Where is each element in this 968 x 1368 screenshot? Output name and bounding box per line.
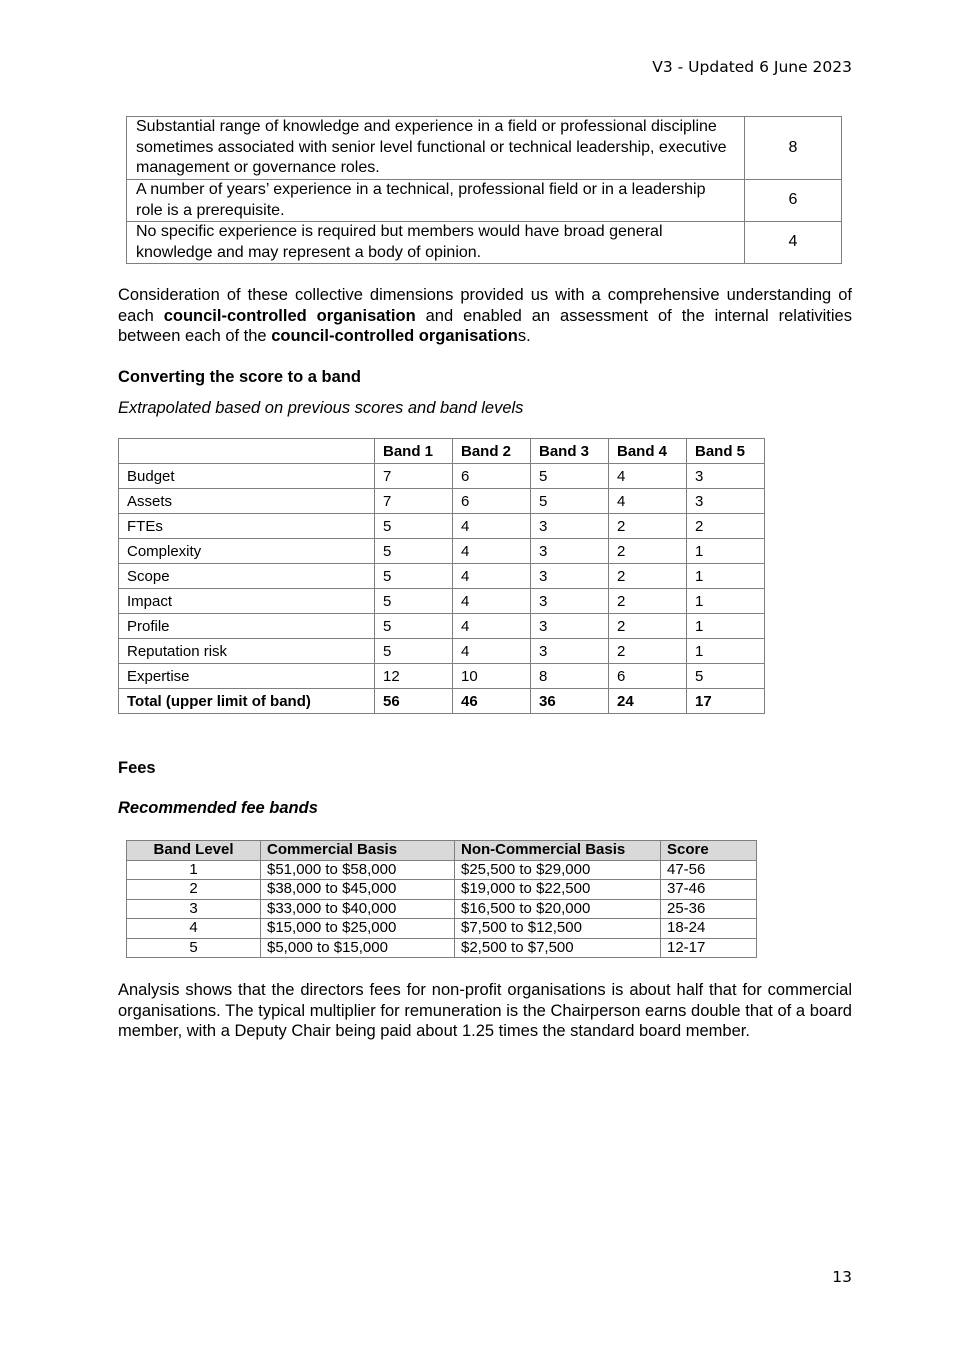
section-subheading: Recommended fee bands (118, 799, 318, 817)
band-level-cell: 1 (127, 860, 261, 880)
band-score-cell: 2 (609, 639, 687, 664)
column-header: Non-Commercial Basis (455, 841, 661, 861)
band-score-cell: 3 (687, 464, 765, 489)
band-score-cell: 5 (375, 614, 453, 639)
row-label: Impact (119, 589, 375, 614)
band-score-cell: 3 (531, 539, 609, 564)
expertise-table (126, 116, 842, 264)
consideration-paragraph (118, 285, 852, 347)
band-score-cell: 5 (375, 564, 453, 589)
row-label: Reputation risk (119, 639, 375, 664)
column-header: Score (661, 841, 757, 861)
expertise-score: 8 (745, 117, 842, 180)
paragraph-text: s. (517, 327, 531, 345)
band-score-cell: 4 (609, 464, 687, 489)
commercial-fee-cell: $5,000 to $15,000 (261, 938, 455, 958)
fee-table (126, 840, 757, 958)
band-score-cell: 5 (375, 514, 453, 539)
band-score-cell: 2 (687, 514, 765, 539)
band-score-cell: 3 (531, 614, 609, 639)
section-heading: Converting the score to a band (118, 368, 361, 386)
column-header: Band 5 (687, 439, 765, 464)
band-score-cell: 5 (375, 539, 453, 564)
band-score-cell: 3 (531, 514, 609, 539)
score-range-cell: 25-36 (661, 899, 757, 919)
expertise-score: 6 (745, 180, 842, 222)
band-score-cell: 4 (453, 539, 531, 564)
band-score-cell: 4 (453, 614, 531, 639)
band-score-cell: 1 (687, 639, 765, 664)
table-row (119, 589, 765, 614)
band-score-cell: 6 (453, 464, 531, 489)
column-header (119, 439, 375, 464)
band-score-cell: 3 (687, 489, 765, 514)
band-score-cell: 2 (609, 589, 687, 614)
band-score-cell: 5 (375, 639, 453, 664)
band-score-cell: 6 (609, 664, 687, 689)
table-row (127, 180, 842, 222)
band-score-cell: 1 (687, 589, 765, 614)
table-row (127, 117, 842, 180)
table-row (127, 919, 757, 939)
table-row (119, 689, 765, 714)
commercial-fee-cell: $51,000 to $58,000 (261, 860, 455, 880)
band-score-cell: 6 (453, 489, 531, 514)
table-row (119, 664, 765, 689)
paragraph-text: Consideration of these collective dimensions provided us with a comprehensive understanding of each (118, 286, 852, 325)
expertise-score: 4 (745, 222, 842, 264)
section-subheading: Extrapolated based on previous scores and band levels (118, 399, 524, 417)
row-label: Scope (119, 564, 375, 589)
band-level-cell: 2 (127, 880, 261, 900)
column-header: Band 2 (453, 439, 531, 464)
band-score-cell: 2 (609, 564, 687, 589)
row-label: Expertise (119, 664, 375, 689)
section-heading: Fees (118, 759, 156, 777)
commercial-fee-cell: $33,000 to $40,000 (261, 899, 455, 919)
band-score-cell: 12 (375, 664, 453, 689)
row-label: Budget (119, 464, 375, 489)
column-header: Band 1 (375, 439, 453, 464)
band-score-cell: 5 (375, 589, 453, 614)
band-table (118, 438, 765, 714)
band-score-cell: 5 (531, 489, 609, 514)
band-score-cell: 4 (609, 489, 687, 514)
paragraph-bold-text: council-controlled organisation (271, 327, 518, 345)
column-header: Band Level (127, 841, 261, 861)
row-label: Profile (119, 614, 375, 639)
band-score-cell: 4 (453, 639, 531, 664)
band-level-cell: 5 (127, 938, 261, 958)
band-score-cell: 4 (453, 514, 531, 539)
row-label: FTEs (119, 514, 375, 539)
analysis-paragraph: Analysis shows that the directors fees for non-profit organisations is about half that for commercial organisations. The typical multiplier for remuneration is the Chairperson earns double that of a board member, with a Deputy Chair being paid about 1.25 times the standard board member. (118, 981, 852, 1040)
page-number: 13 (832, 1268, 852, 1286)
column-header: Band 4 (609, 439, 687, 464)
band-score-cell: 56 (375, 689, 453, 714)
score-range-cell: 47-56 (661, 860, 757, 880)
non-commercial-fee-cell: $19,000 to $22,500 (455, 880, 661, 900)
band-score-cell: 3 (531, 589, 609, 614)
band-score-cell: 10 (453, 664, 531, 689)
band-score-cell: 2 (609, 614, 687, 639)
table-header-row (127, 841, 757, 861)
non-commercial-fee-cell: $2,500 to $7,500 (455, 938, 661, 958)
band-level-cell: 4 (127, 919, 261, 939)
band-score-cell: 3 (531, 639, 609, 664)
column-header: Commercial Basis (261, 841, 455, 861)
band-score-cell: 1 (687, 539, 765, 564)
commercial-fee-cell: $15,000 to $25,000 (261, 919, 455, 939)
table-row (127, 222, 842, 264)
row-label: Assets (119, 489, 375, 514)
expertise-description: A number of years’ experience in a technical, professional field or in a leadership role is a prerequisite. (127, 180, 745, 222)
non-commercial-fee-cell: $16,500 to $20,000 (455, 899, 661, 919)
band-score-cell: 7 (375, 489, 453, 514)
expertise-description: No specific experience is required but members would have broad general knowledge and may represent a body of opinion. (127, 222, 745, 264)
band-score-cell: 5 (687, 664, 765, 689)
table-row (119, 614, 765, 639)
row-label: Complexity (119, 539, 375, 564)
non-commercial-fee-cell: $25,500 to $29,000 (455, 860, 661, 880)
band-score-cell: 3 (531, 564, 609, 589)
paragraph-text: and enabled an assessment of the internal relativities between each of the (118, 306, 852, 345)
band-score-cell: 1 (687, 614, 765, 639)
band-level-cell: 3 (127, 899, 261, 919)
row-label: Total (upper limit of band) (119, 689, 375, 714)
commercial-fee-cell: $38,000 to $45,000 (261, 880, 455, 900)
column-header: Band 3 (531, 439, 609, 464)
table-row (119, 539, 765, 564)
band-score-cell: 8 (531, 664, 609, 689)
band-score-cell: 2 (609, 539, 687, 564)
band-score-cell: 4 (453, 564, 531, 589)
band-score-cell: 24 (609, 689, 687, 714)
paragraph-bold-text: council-controlled organisation (163, 306, 416, 325)
band-score-cell: 2 (609, 514, 687, 539)
table-row (119, 489, 765, 514)
table-row (119, 514, 765, 539)
band-score-cell: 46 (453, 689, 531, 714)
table-header-row (119, 439, 765, 464)
expertise-description: Substantial range of knowledge and experience in a field or professional discipline sometimes associated with senior level functional or technical leadership, executive management or governance roles. (127, 117, 745, 180)
band-score-cell: 1 (687, 564, 765, 589)
band-score-cell: 4 (453, 589, 531, 614)
table-row (127, 860, 757, 880)
version-header: V3 - Updated 6 June 2023 (652, 58, 852, 76)
band-score-cell: 5 (531, 464, 609, 489)
table-row (119, 564, 765, 589)
band-score-cell: 36 (531, 689, 609, 714)
non-commercial-fee-cell: $7,500 to $12,500 (455, 919, 661, 939)
band-score-cell: 17 (687, 689, 765, 714)
score-range-cell: 18-24 (661, 919, 757, 939)
table-row (119, 639, 765, 664)
score-range-cell: 37-46 (661, 880, 757, 900)
score-range-cell: 12-17 (661, 938, 757, 958)
table-row (119, 464, 765, 489)
table-row (127, 938, 757, 958)
table-row (127, 880, 757, 900)
table-row (127, 899, 757, 919)
band-score-cell: 7 (375, 464, 453, 489)
